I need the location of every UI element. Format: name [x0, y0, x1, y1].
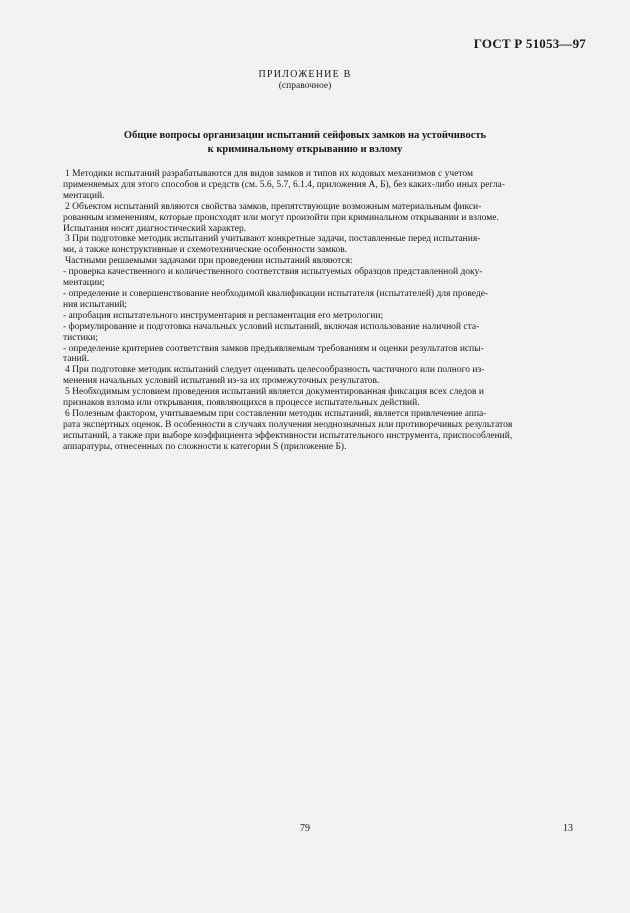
document-code: ГОСТ Р 51053—97 [473, 36, 586, 51]
body-line: 1 Методики испытаний разрабатываются для видов замков и типов их кодовых механизмов с учетом [65, 169, 473, 179]
appendix-label: ПРИЛОЖЕНИЕ В [258, 69, 352, 80]
body-line: Испытания носят диагностический характер. [63, 223, 247, 234]
page-number-center: 79 [300, 823, 310, 834]
section-title-line-2: к криминальному открыванию и взлому [207, 144, 403, 155]
body-line: - проверка качественного и количественного соответствия испытуемых образцов представленной доку- [63, 267, 483, 278]
body-line: рата экспертных оценок. В особенности в случаях получения неоднозначных или противоречивых результатов [63, 419, 513, 430]
appendix-note: (справочное) [278, 81, 332, 91]
body-line: менения начальных условий испытаний из-за их промежуточных результатов. [63, 376, 380, 387]
body-line: испытаний, а также при выборе коэффициента эффективности испытательного инструмента, приспособлений, [63, 430, 513, 441]
body-line: 4 При подготовке методик испытаний следует оценивать целесообразность частичного или полного из- [65, 365, 485, 376]
body-line: Частными решаемыми задачами при проведении испытаний являются: [65, 256, 353, 267]
body-line: признаков взлома или открывания, появляющихся в процессе испытательных действий. [63, 398, 420, 409]
body-line: ми, а также конструктивные и схемотехнические особенности замков. [63, 245, 348, 256]
body-line: 6 Полезным фактором, учитываемым при составлении методик испытаний, является привлечение аппа- [65, 408, 487, 419]
body-line: 3 При подготовке методик испытаний учитывают конкретные задачи, поставленные перед испытания- [65, 234, 481, 245]
body-line: ния испытаний; [63, 299, 128, 310]
page-number-right: 13 [563, 823, 573, 834]
section-title-line-1: Общие вопросы организации испытаний сейфовых замков на устойчивость [123, 130, 487, 141]
body-line: применяемых для этого способов и средств (см. 5.6, 5.7, 6.1.4, приложения А, Б), без каких-либо иных регла- [63, 179, 505, 190]
body-line: ментации; [63, 278, 105, 289]
body-line: - апробация испытательного инструментария и регламентация его метрологии; [63, 310, 384, 321]
body-line: 2 Объектом испытаний являются свойства замков, препятствующие возможным материальным фикси- [65, 201, 482, 212]
body-text [65, 169, 572, 453]
body-line: таний. [63, 354, 90, 365]
body-line: 5 Необходимым условием проведения испытаний является документированная фиксация всех следов и [65, 387, 484, 398]
body-line: ментаций. [63, 190, 105, 201]
body-line: - определение и совершенствование необходимой квалификации испытателя (испытателей) для проведе- [63, 288, 489, 299]
body-line: - формулирование и подготовка начальных условий испытаний, включая использование наличной ста- [63, 321, 480, 332]
body-line: рованным изменениям, которые происходят или могут произойти при криминальном открывании и взломе. [63, 212, 499, 223]
body-line: тистики; [63, 332, 99, 343]
section-title [50, 129, 560, 157]
body-line: аппаратуры, отнесенных по сложности к категории S (приложение Б). [63, 441, 347, 452]
body-line: - определение критериев соответствия замков предъявляемым требованиям и оценки результатов испы- [63, 343, 484, 354]
